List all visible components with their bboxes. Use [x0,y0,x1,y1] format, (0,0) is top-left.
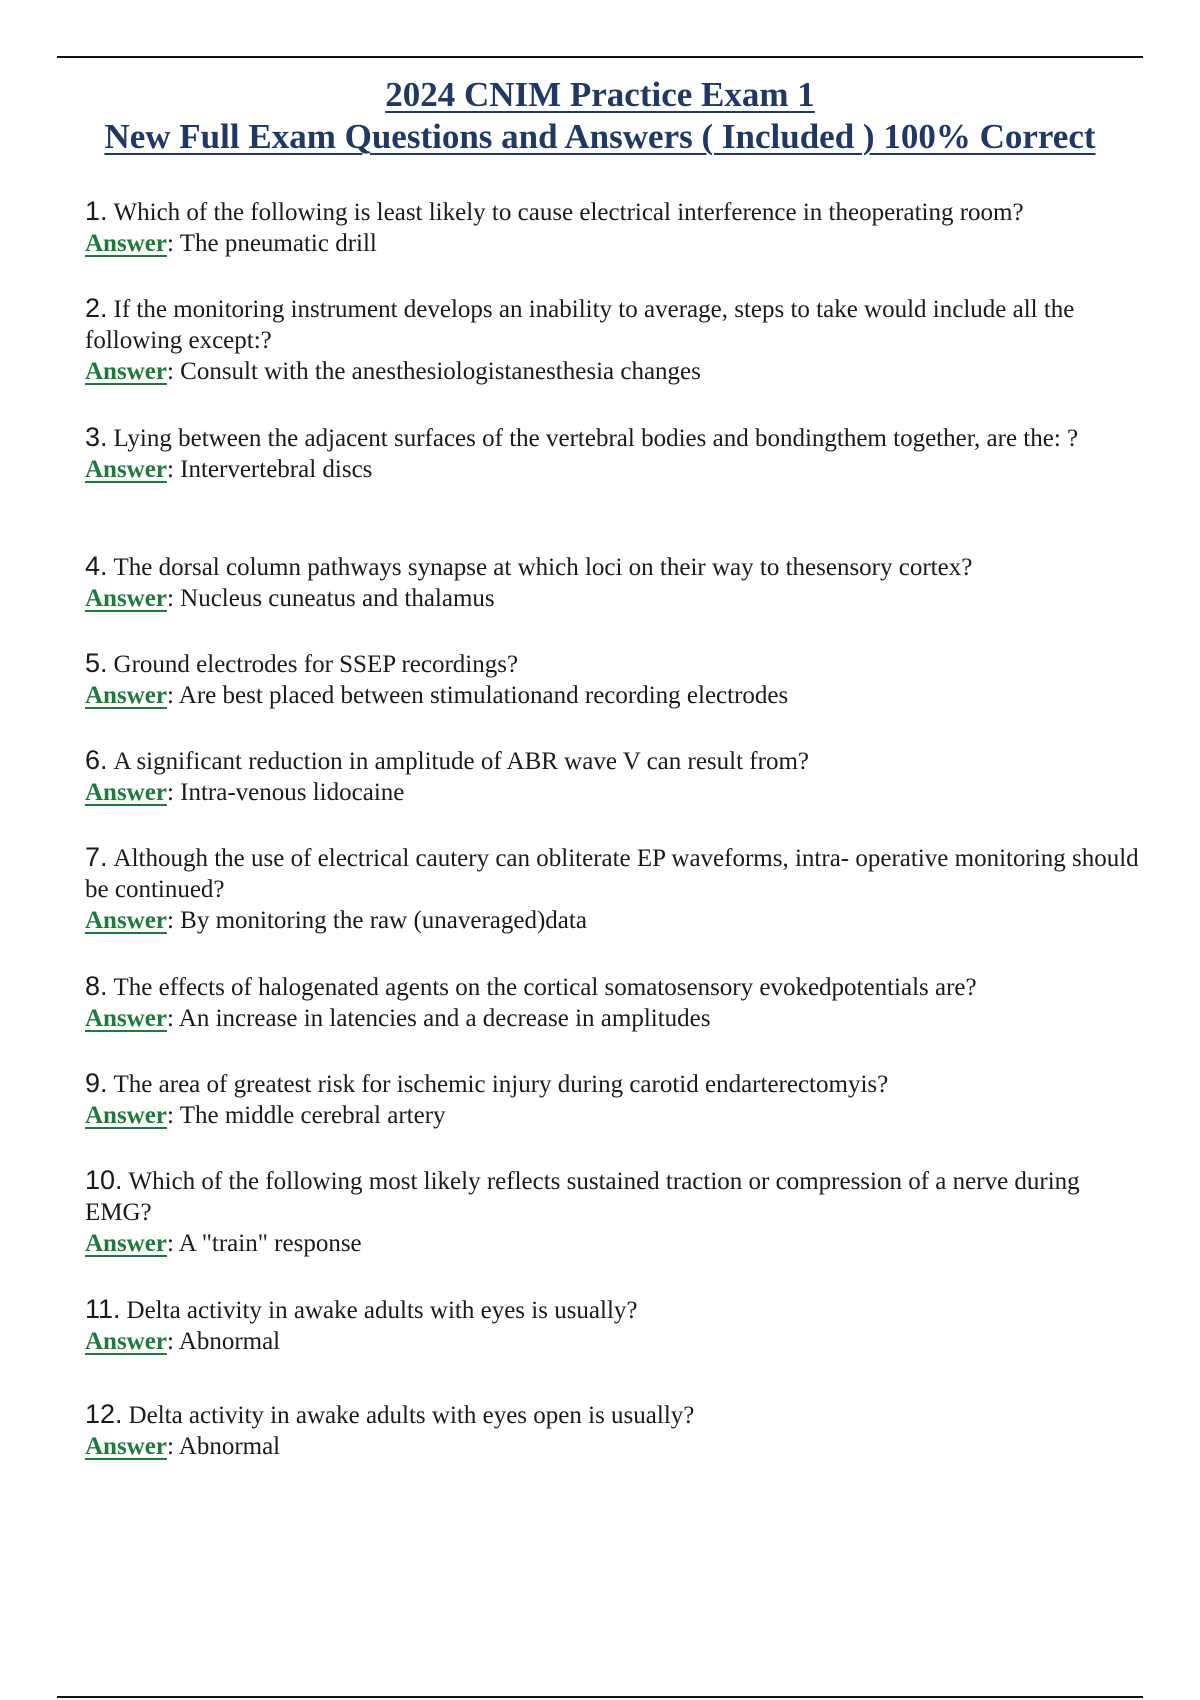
question-number: 7. [85,842,108,872]
question-number: 8. [85,971,108,1001]
question-number: 4. [85,551,108,581]
answer-separator: : [166,358,174,385]
top-rule [57,56,1143,58]
answer-label: Answer [85,230,167,257]
question-item [85,1165,1145,1259]
answer-text: Nucleus cuneatus and thalamus [180,585,495,612]
question-item [85,842,1145,936]
answer-label: Answer [85,358,167,385]
question-body: If the monitoring instrument develops an inability to average, steps to take would include all the following except:? [85,296,1075,354]
bottom-rule [57,1696,1143,1698]
answer-label: Answer [85,682,167,709]
question-text [85,745,1145,777]
answer-label: Answer [85,1230,167,1257]
question-body: The effects of halogenated agents on the cortical somatosensory evokedpotentials are? [113,974,977,1001]
answer-text: Intervertebral discs [180,456,373,483]
question-body: A significant reduction in amplitude of ABR wave V can result from? [113,748,809,775]
question-body: Ground electrodes for SSEP recordings? [113,651,519,678]
answer-separator: : [166,230,174,257]
question-body: Which of the following most likely reflects sustained traction or compression of a nerve during EMG? [85,1168,1080,1226]
question-text [85,1294,1145,1326]
question-item [85,551,1145,614]
answer-separator: : [166,682,174,709]
question-text [85,551,1145,583]
question-body: Which of the following is least likely to cause electrical interference in theoperating room? [113,199,1024,226]
answer-label: Answer [85,456,167,483]
answer-text: Consult with the anesthesiologistanesthesia changes [180,358,701,385]
question-item [85,745,1145,808]
question-body: Delta activity in awake adults with eyes open is usually? [128,1402,695,1429]
question-text [85,1068,1145,1100]
question-text [85,842,1145,905]
answer-text: Intra-venous lidocaine [180,779,405,806]
question-number: 5. [85,648,108,678]
question-number: 9. [85,1068,108,1098]
answer-separator: : [166,585,174,612]
question-body: Lying between the adjacent surfaces of the vertebral bodies and bondingthem together, are the: ? [113,425,1079,452]
question-text [85,293,1145,356]
title-line-2: New Full Exam Questions and Answers ( Included ) 100% Correct [104,117,1096,156]
question-number: 2. [85,293,108,323]
answer-separator: : [166,1328,174,1355]
answer-label: Answer [85,1433,167,1460]
answer-line [85,1003,1145,1034]
question-number: 11. [85,1294,121,1324]
answer-text: By monitoring the raw (unaveraged)data [180,907,587,934]
answer-label: Answer [85,585,167,612]
question-item [85,196,1145,259]
answer-text: Abnormal [178,1433,281,1460]
question-text [85,422,1145,454]
answer-line [85,905,1145,936]
question-item [85,422,1145,485]
answer-line [85,1228,1145,1259]
answer-label: Answer [85,1102,167,1129]
answer-separator: : [166,1005,174,1032]
question-item [85,648,1145,711]
question-text [85,196,1145,228]
answer-separator: : [166,1230,174,1257]
question-body: Although the use of electrical cautery can obliterate EP waveforms, intra- operative monitoring should be continued? [85,845,1139,903]
question-body: The dorsal column pathways synapse at which loci on their way to thesensory cortex? [113,554,973,581]
question-text [85,971,1145,1003]
answer-text: The pneumatic drill [179,230,377,257]
answer-line [85,583,1145,614]
answer-separator: : [166,779,174,806]
answer-label: Answer [85,779,167,806]
answer-separator: : [166,1433,174,1460]
answer-line [85,1326,1145,1357]
question-body: Delta activity in awake adults with eyes is usually? [126,1297,638,1324]
question-text [85,648,1145,680]
answer-text: Abnormal [178,1328,281,1355]
answer-line [85,356,1145,387]
question-number: 10. [85,1165,123,1195]
document-title [57,74,1143,158]
question-item [85,1068,1145,1131]
answer-text: A "train" response [178,1230,362,1257]
question-text [85,1165,1145,1228]
question-item [85,1294,1145,1357]
title-line-1: 2024 CNIM Practice Exam 1 [385,75,815,114]
answer-text: The middle cerebral artery [179,1102,446,1129]
question-item [85,971,1145,1034]
answer-label: Answer [85,907,167,934]
answer-text: An increase in latencies and a decrease in amplitudes [178,1005,711,1032]
question-item [85,293,1145,387]
question-number: 1. [85,196,108,226]
answer-label: Answer [85,1328,167,1355]
answer-line [85,454,1145,485]
answer-line [85,777,1145,808]
answer-label: Answer [85,1005,167,1032]
question-text [85,1399,1145,1431]
answer-text: Are best placed between stimulationand recording electrodes [178,682,789,709]
question-number: 3. [85,422,108,452]
answer-line [85,228,1145,259]
answer-line [85,1431,1145,1462]
question-item [85,1399,1145,1462]
question-body: The area of greatest risk for ischemic injury during carotid endarterectomyis? [113,1071,889,1098]
answer-line [85,680,1145,711]
answer-separator: : [166,907,174,934]
answer-separator: : [166,456,174,483]
question-number: 12. [85,1399,123,1429]
answer-separator: : [166,1102,174,1129]
answer-line [85,1100,1145,1131]
question-number: 6. [85,745,108,775]
